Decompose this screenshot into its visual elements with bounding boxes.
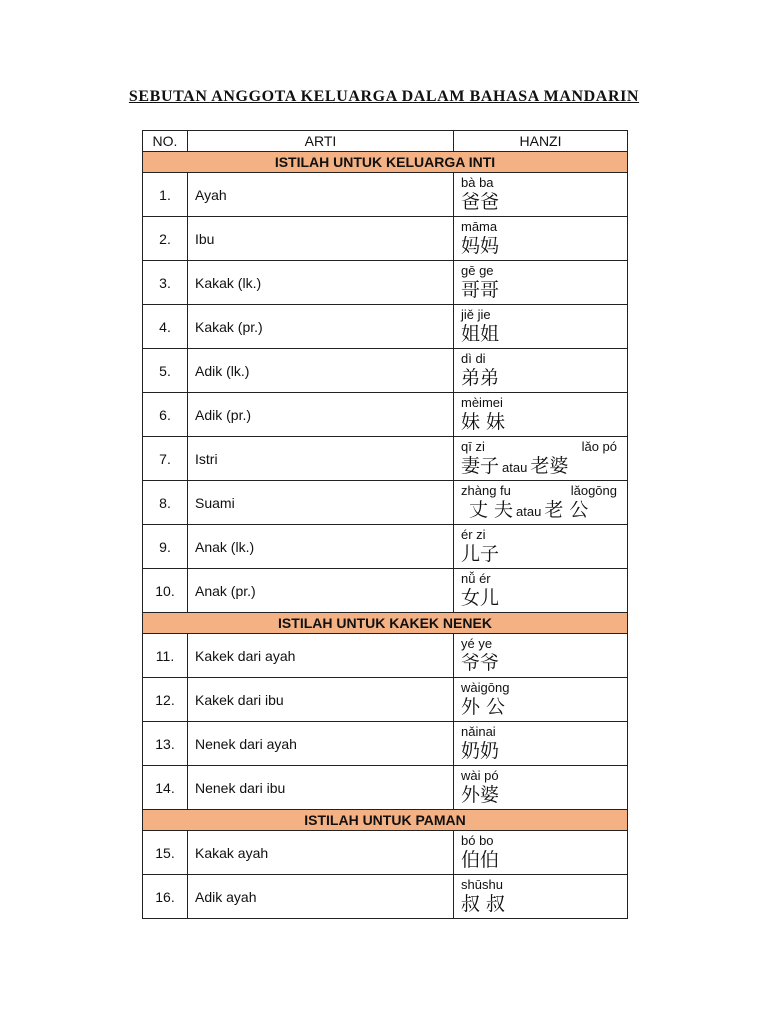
table-row <box>143 525 628 569</box>
hanzi-line <box>461 739 627 763</box>
table-row <box>143 261 628 305</box>
hanzi-line <box>461 410 627 434</box>
row-number: 5. <box>143 349 188 393</box>
page-title-text: SEBUTAN ANGGOTA KELUARGA DALAM BAHASA MANDARIN <box>128 88 640 105</box>
row-hanzi-cell <box>454 393 628 437</box>
hanzi-line <box>461 542 627 566</box>
row-number: 13. <box>143 722 188 766</box>
pinyin: qī zi <box>461 439 485 454</box>
row-hanzi-cell <box>454 481 628 525</box>
table-row <box>143 349 628 393</box>
atau-label: atau <box>516 504 542 519</box>
row-number: 6. <box>143 393 188 437</box>
pinyin-alt: lǎogōng <box>570 483 617 498</box>
hanzi-text: 哥哥 <box>461 279 500 301</box>
pinyin: mèimei <box>461 395 503 410</box>
hanzi-text: 姐姐 <box>461 323 500 345</box>
hanzi-line <box>461 498 627 524</box>
hanzi-line <box>461 695 627 719</box>
row-hanzi-cell <box>454 766 628 810</box>
row-number: 10. <box>143 569 188 613</box>
section-header-row <box>143 152 628 173</box>
header-arti: ARTI <box>188 131 454 152</box>
row-number: 15. <box>143 831 188 875</box>
hanzi-line <box>461 190 627 214</box>
pinyin: wàigōng <box>461 680 510 695</box>
pinyin: yé ye <box>461 636 493 651</box>
hanzi-text: 叔 叔 <box>461 893 506 915</box>
table-row <box>143 305 628 349</box>
row-meaning: Adik (pr.) <box>188 393 454 437</box>
row-number: 3. <box>143 261 188 305</box>
pinyin-line <box>461 678 627 695</box>
pinyin: gē ge <box>461 263 494 278</box>
pinyin-line <box>461 569 627 586</box>
row-number: 8. <box>143 481 188 525</box>
section-title: ISTILAH UNTUK PAMAN <box>143 810 628 831</box>
hanzi-text: 妈妈 <box>461 235 500 257</box>
hanzi-text: 外婆 <box>461 784 500 806</box>
header-hanzi: HANZI <box>454 131 628 152</box>
pinyin: bà ba <box>461 175 494 190</box>
hanzi-text: 妻子 <box>461 455 500 477</box>
row-hanzi-cell <box>454 217 628 261</box>
section-title: ISTILAH UNTUK KAKEK NENEK <box>143 613 628 634</box>
row-number: 16. <box>143 875 188 919</box>
row-meaning: Kakek dari ibu <box>188 678 454 722</box>
row-meaning: Kakak ayah <box>188 831 454 875</box>
hanzi-line <box>461 651 627 675</box>
pinyin: māma <box>461 219 498 234</box>
table-row <box>143 766 628 810</box>
row-number: 1. <box>143 173 188 217</box>
hanzi-text: 丈 夫 <box>469 499 514 521</box>
table-row <box>143 569 628 613</box>
table-row <box>143 722 628 766</box>
pinyin-alt: lǎo pó <box>581 439 617 454</box>
row-number: 9. <box>143 525 188 569</box>
pinyin: nǎinai <box>461 724 496 739</box>
pinyin-line <box>461 217 627 234</box>
row-meaning: Nenek dari ibu <box>188 766 454 810</box>
row-number: 4. <box>143 305 188 349</box>
table-row <box>143 173 628 217</box>
table-row <box>143 678 628 722</box>
row-hanzi-cell <box>454 569 628 613</box>
pinyin-line <box>461 722 627 739</box>
table-body <box>143 152 628 919</box>
row-number: 12. <box>143 678 188 722</box>
row-meaning: Nenek dari ayah <box>188 722 454 766</box>
pinyin: wài pó <box>461 768 499 783</box>
row-hanzi-cell <box>454 173 628 217</box>
table-row <box>143 875 628 919</box>
row-meaning: Anak (lk.) <box>188 525 454 569</box>
row-meaning: Adik ayah <box>188 875 454 919</box>
row-meaning: Ibu <box>188 217 454 261</box>
hanzi-text: 奶奶 <box>461 740 500 762</box>
hanzi-text: 伯伯 <box>461 849 500 871</box>
pinyin: nǚ ér <box>461 571 491 586</box>
pinyin-line <box>461 349 627 366</box>
hanzi-text: 妹 妹 <box>461 411 506 433</box>
row-meaning: Istri <box>188 437 454 481</box>
hanzi-text: 爷爷 <box>461 652 500 674</box>
hanzi-line <box>461 586 627 610</box>
pinyin-line <box>461 766 627 783</box>
row-hanzi-cell <box>454 678 628 722</box>
hanzi-text: 女儿 <box>461 587 500 609</box>
row-meaning: Kakak (pr.) <box>188 305 454 349</box>
pinyin-line <box>461 525 627 542</box>
family-terms-table <box>142 130 628 919</box>
hanzi-text: 弟弟 <box>461 367 500 389</box>
row-hanzi-cell <box>454 634 628 678</box>
pinyin: bó bo <box>461 833 494 848</box>
hanzi-alt-text: 老 公 <box>544 499 589 521</box>
atau-label: atau <box>502 460 528 475</box>
row-meaning: Suami <box>188 481 454 525</box>
header-no: NO. <box>143 131 188 152</box>
pinyin-line <box>461 831 627 848</box>
pinyin-line <box>461 261 627 278</box>
row-number: 2. <box>143 217 188 261</box>
row-hanzi-cell <box>454 437 628 481</box>
row-number: 7. <box>143 437 188 481</box>
section-header-row <box>143 810 628 831</box>
row-hanzi-cell <box>454 261 628 305</box>
hanzi-line <box>461 366 627 390</box>
row-meaning: Anak (pr.) <box>188 569 454 613</box>
pinyin-line <box>461 481 627 498</box>
row-hanzi-cell <box>454 875 628 919</box>
section-header-row <box>143 613 628 634</box>
pinyin-line <box>461 634 627 651</box>
hanzi-text: 儿子 <box>461 543 500 565</box>
pinyin: dì di <box>461 351 486 366</box>
pinyin: jiě jie <box>461 307 491 322</box>
row-meaning: Ayah <box>188 173 454 217</box>
row-hanzi-cell <box>454 722 628 766</box>
table-row <box>143 437 628 481</box>
section-title: ISTILAH UNTUK KELUARGA INTI <box>143 152 628 173</box>
table-row <box>143 217 628 261</box>
pinyin-line <box>461 173 627 190</box>
hanzi-line <box>461 848 627 872</box>
row-meaning: Kakek dari ayah <box>188 634 454 678</box>
page-title <box>0 88 768 106</box>
pinyin-line <box>461 875 627 892</box>
pinyin: shūshu <box>461 877 503 892</box>
table-row <box>143 831 628 875</box>
row-meaning: Adik (lk.) <box>188 349 454 393</box>
row-number: 14. <box>143 766 188 810</box>
row-hanzi-cell <box>454 349 628 393</box>
pinyin: ér zi <box>461 527 486 542</box>
hanzi-text: 爸爸 <box>461 191 500 213</box>
table-row <box>143 481 628 525</box>
table-header-row <box>143 131 628 152</box>
hanzi-line <box>461 783 627 807</box>
row-hanzi-cell <box>454 305 628 349</box>
row-hanzi-cell <box>454 831 628 875</box>
row-number: 11. <box>143 634 188 678</box>
row-hanzi-cell <box>454 525 628 569</box>
pinyin-line <box>461 305 627 322</box>
hanzi-text: 外 公 <box>461 696 506 718</box>
table-row <box>143 634 628 678</box>
table-row <box>143 393 628 437</box>
hanzi-line <box>461 278 627 302</box>
hanzi-line <box>461 234 627 258</box>
pinyin-line <box>461 437 627 454</box>
hanzi-line <box>461 892 627 916</box>
pinyin-line <box>461 393 627 410</box>
hanzi-alt-text: 老婆 <box>530 455 569 477</box>
row-meaning: Kakak (lk.) <box>188 261 454 305</box>
hanzi-line <box>461 454 627 480</box>
pinyin: zhàng fu <box>461 483 511 498</box>
hanzi-line <box>461 322 627 346</box>
